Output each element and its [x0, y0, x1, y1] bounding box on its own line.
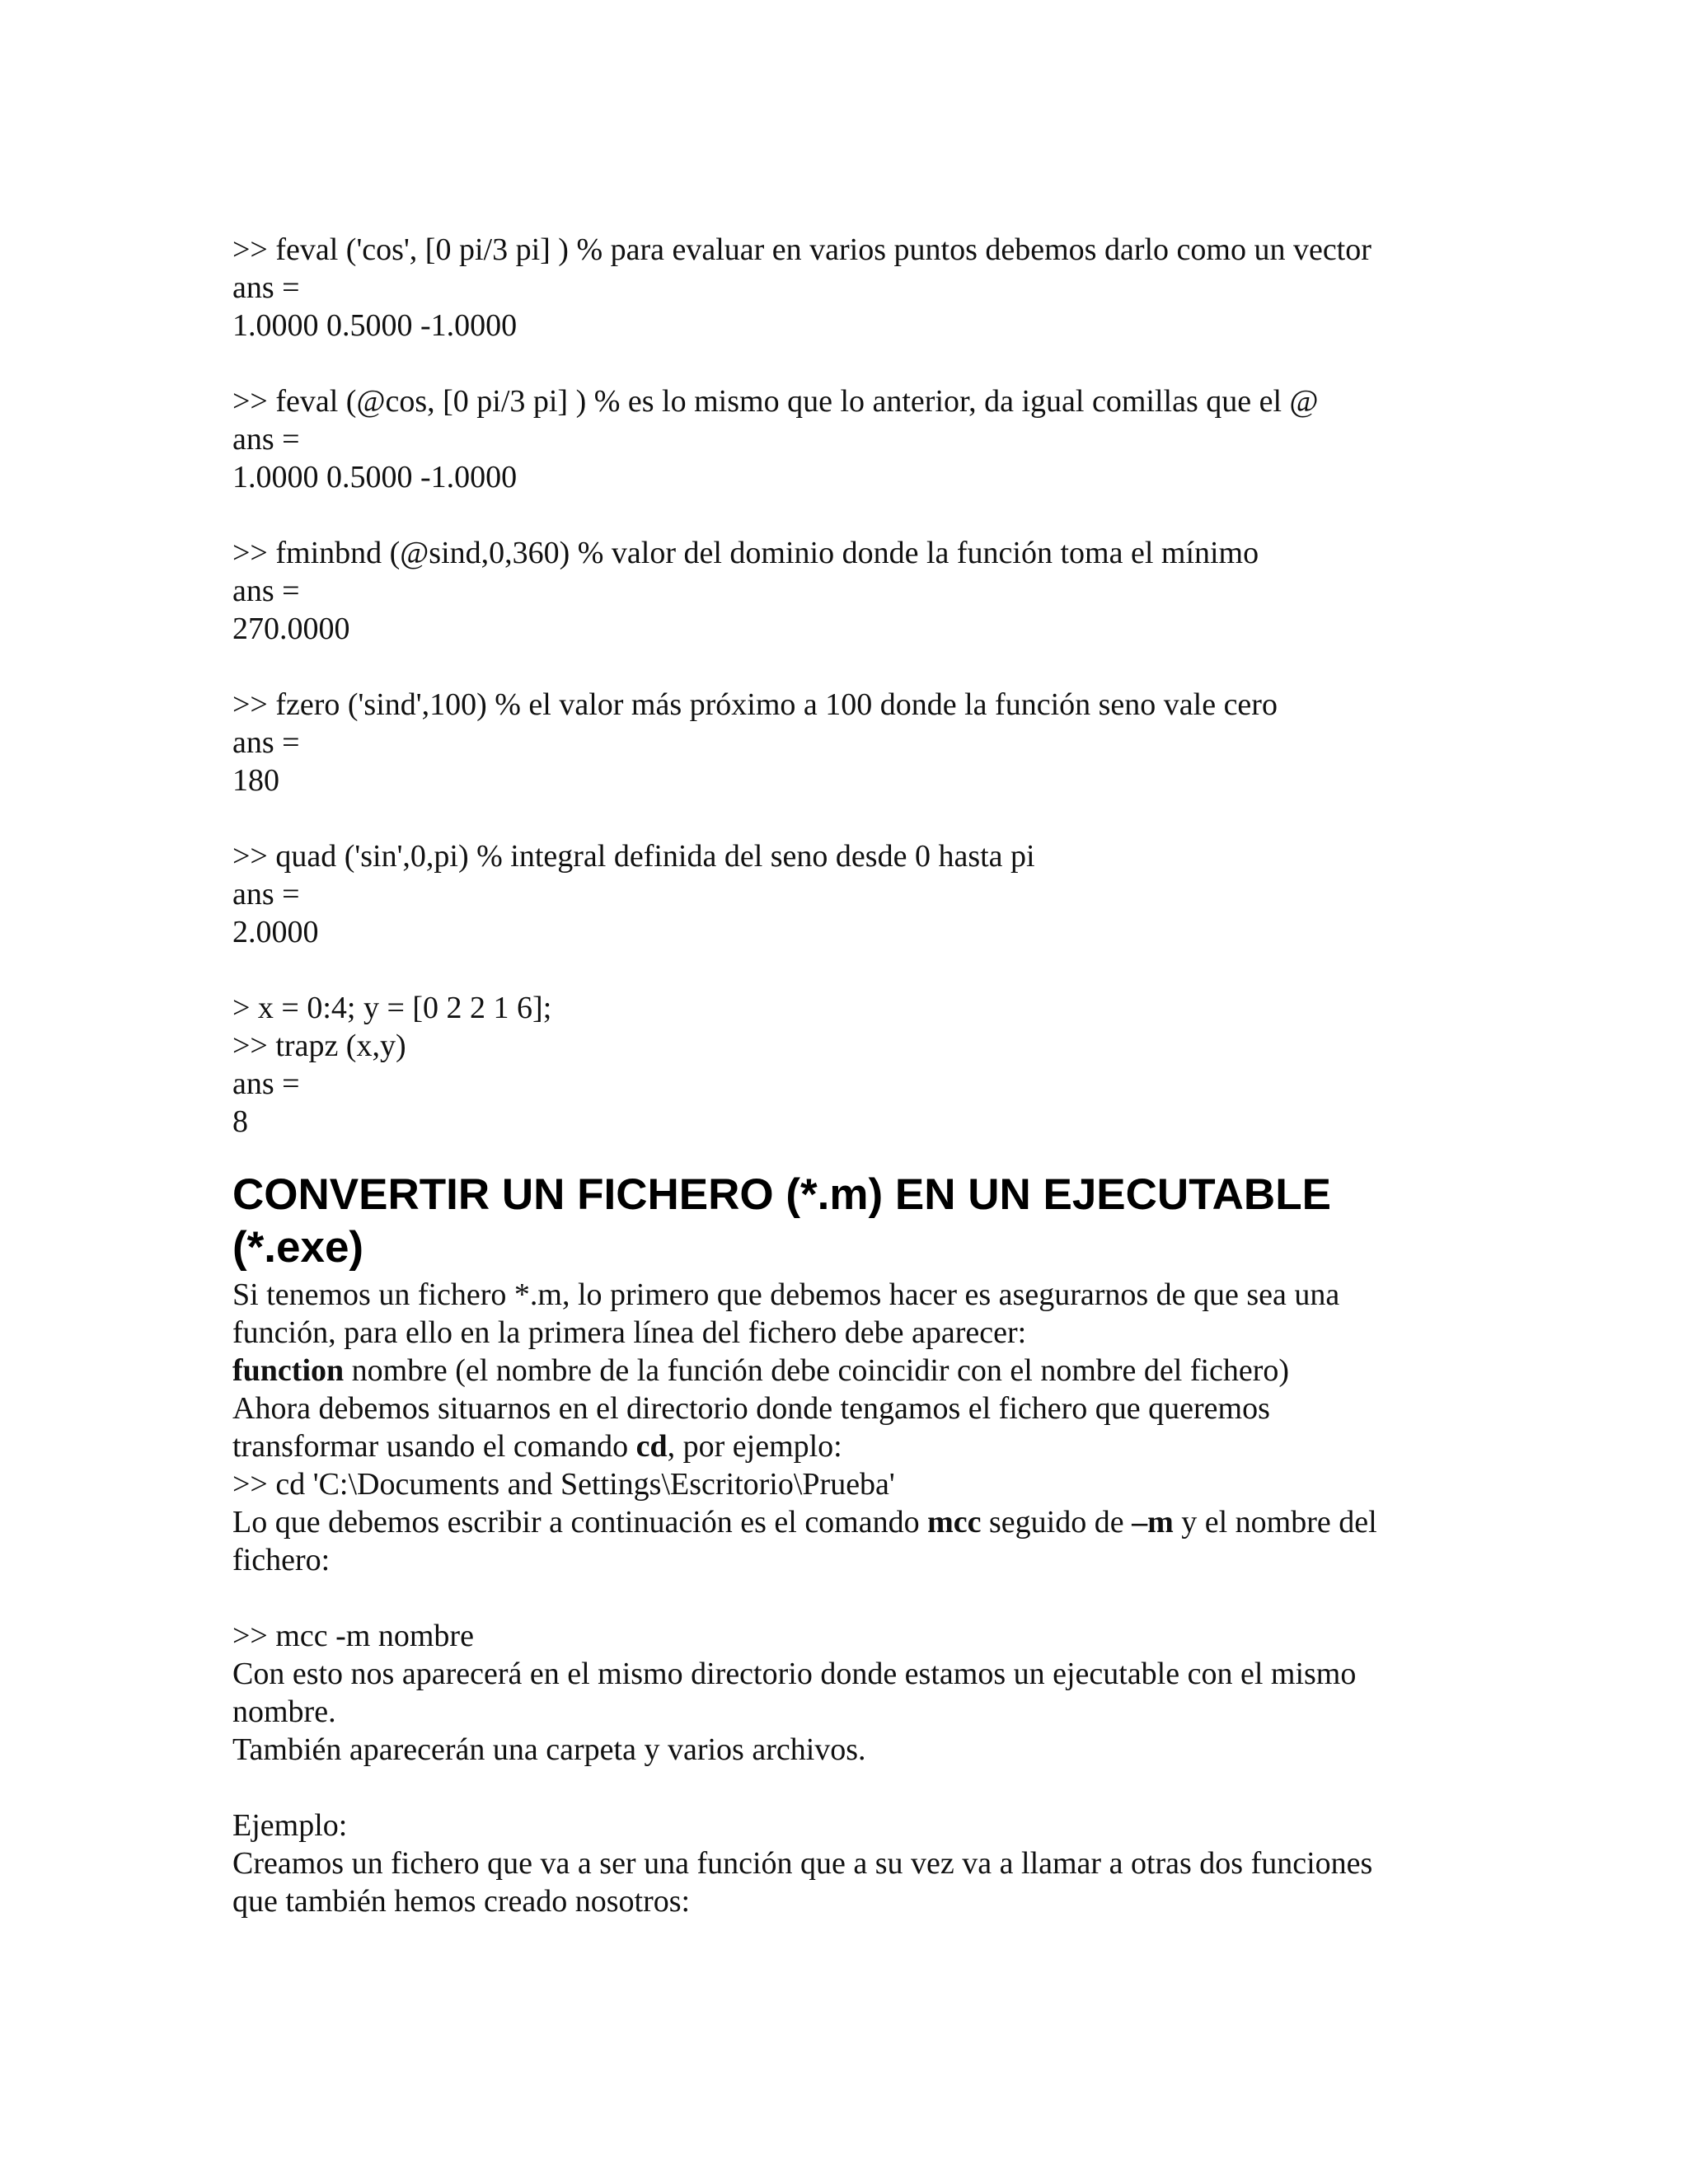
intro-line: Si tenemos un fichero *.m, lo primero que debemos hacer es asegurarnos de que sea una — [232, 1277, 1340, 1312]
example-label: Ejemplo: — [232, 1808, 348, 1843]
result-value: 1.0000 0.5000 -1.0000 — [232, 460, 518, 494]
result-description: nombre. — [232, 1694, 336, 1729]
example-description: que también hemos creado nosotros: — [232, 1884, 691, 1919]
command-line: >> fzero ('sind',100) % el valor más próximo a 100 donde la función seno vale cero — [232, 687, 1278, 722]
result-value: 1.0000 0.5000 -1.0000 — [232, 308, 518, 343]
quad-example — [232, 837, 1452, 951]
function-line — [232, 1352, 1452, 1390]
command-line: >> trapz (x,y) — [232, 1029, 406, 1063]
ans-label: ans = — [232, 270, 300, 305]
mcc-text: seguido de — [981, 1505, 1132, 1540]
result-value: 180 — [232, 763, 279, 798]
m-flag: –m — [1132, 1505, 1174, 1540]
command-line: >> feval ('cos', [0 pi/3 pi] ) % para evaluar en varios puntos debemos darlo como un vector — [232, 232, 1372, 267]
mcc-instruction — [232, 1503, 1452, 1541]
cd-instruction — [232, 1427, 1452, 1465]
mcc-text: Lo que debemos escribir a continuación es el comando — [232, 1505, 928, 1540]
result-value: 8 — [232, 1104, 248, 1139]
command-line: >> quad ('sin',0,pi) % integral definida del seno desde 0 hasta pi — [232, 839, 1035, 874]
section-body — [232, 1276, 1452, 1920]
ans-label: ans = — [232, 422, 300, 457]
cd-command: >> cd 'C:\Documents and Settings\Escritorio\Prueba' — [232, 1467, 895, 1502]
command-line: >> feval (@cos, [0 pi/3 pi] ) % es lo mismo que lo anterior, da igual comillas que el @ — [232, 384, 1319, 419]
mcc-keyword: mcc — [927, 1505, 982, 1540]
cd-keyword: cd — [635, 1429, 668, 1464]
section-heading: CONVERTIR UN FICHERO (*.m) EN UN EJECUTABLE (*.exe) — [232, 1170, 1331, 1272]
mcc-instruction: fichero: — [232, 1543, 331, 1577]
result-value: 2.0000 — [232, 915, 319, 949]
fzero-example — [232, 686, 1452, 799]
function-description: nombre (el nombre de la función debe coincidir con el nombre del fichero) — [344, 1353, 1290, 1388]
cd-text: , por ejemplo: — [667, 1429, 842, 1464]
fminbnd-example — [232, 534, 1452, 648]
setup-line: > x = 0:4; y = [0 2 2 1 6]; — [232, 991, 552, 1025]
result-description: Con esto nos aparecerá en el mismo directorio donde estamos un ejecutable con el mismo — [232, 1657, 1357, 1691]
ans-label: ans = — [232, 725, 300, 760]
feval-cos-example — [232, 231, 1452, 344]
mcc-command: >> mcc -m nombre — [232, 1619, 474, 1653]
feval-handle-example — [232, 382, 1452, 496]
trapz-example — [232, 989, 1452, 1141]
ans-label: ans = — [232, 574, 300, 608]
ans-label: ans = — [232, 877, 300, 912]
cd-instruction: Ahora debemos situarnos en el directorio donde tengamos el fichero que queremos — [232, 1391, 1270, 1426]
document-page — [232, 231, 1452, 1920]
cd-text: transformar usando el comando — [232, 1429, 636, 1464]
function-keyword: function — [232, 1353, 345, 1388]
result-value: 270.0000 — [232, 612, 350, 646]
mcc-text: y el nombre del — [1173, 1505, 1377, 1540]
result-description: También aparecerán una carpeta y varios archivos. — [232, 1732, 866, 1767]
example-description: Creamos un fichero que va a ser una función que a su vez va a llamar a otras dos funciones — [232, 1846, 1373, 1881]
command-line: >> fminbnd (@sind,0,360) % valor del dominio donde la función toma el mínimo — [232, 536, 1259, 570]
ans-label: ans = — [232, 1066, 300, 1101]
intro-line: función, para ello en la primera línea del fichero debe aparecer: — [232, 1315, 1027, 1350]
